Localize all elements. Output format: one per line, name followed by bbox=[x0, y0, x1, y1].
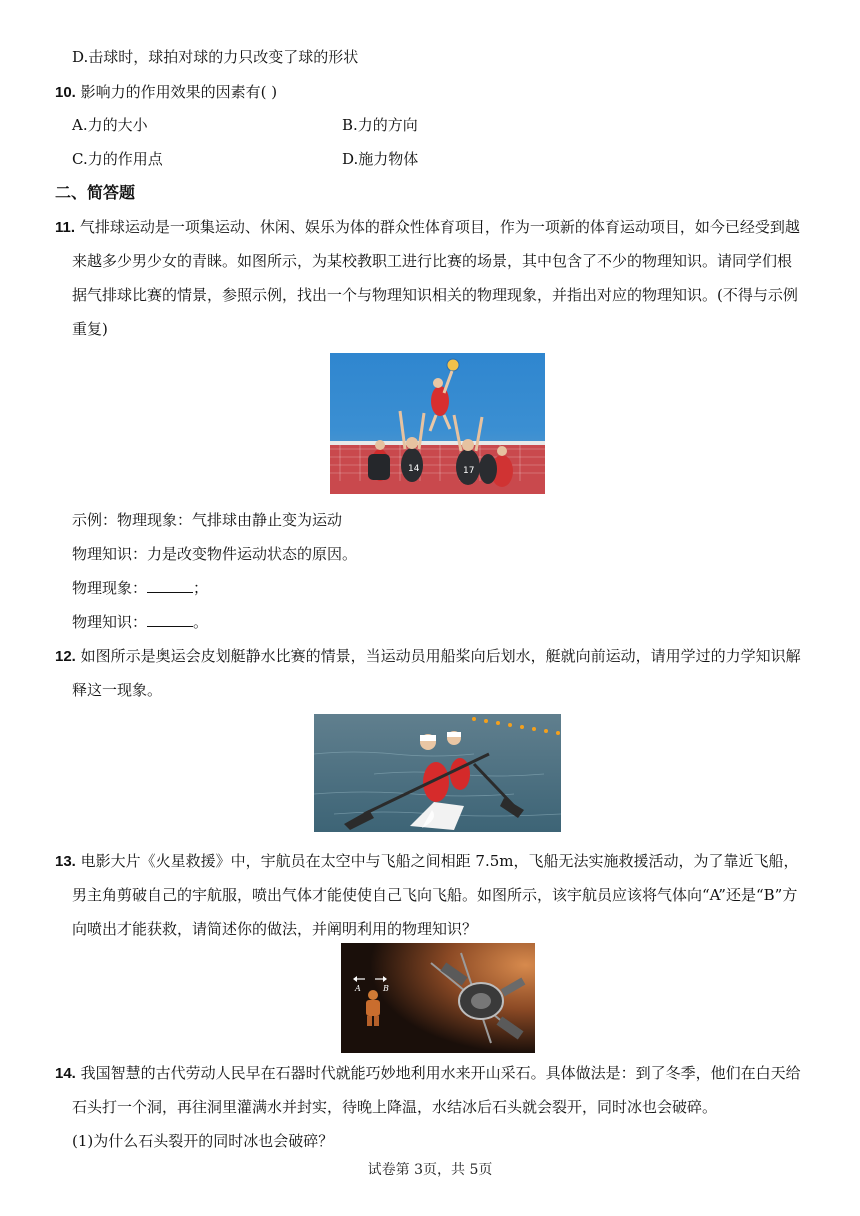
q11-example-knowledge: 物理知识：力是改变物件运动状态的原因。 bbox=[72, 545, 358, 563]
q11-phenomenon-answer bbox=[72, 578, 208, 598]
q11-line1 bbox=[55, 217, 800, 238]
q10-stem bbox=[55, 82, 277, 103]
q13-number: 13. bbox=[55, 853, 76, 870]
q12-line1-text: 如图所示是奥运会皮划艇静水比赛的情景，当运动员用船桨向后划水，艇就向前运动，请用学过的力学知识解 bbox=[80, 647, 801, 665]
page-footer: 试卷第 3页，共 5页 bbox=[367, 1162, 493, 1178]
q14-line2: 石头打一个洞，再往洞里灌满水并封实，待晚上降温，水结冰后石头就会裂开，同时冰也会破碎。 bbox=[72, 1098, 718, 1116]
q11-line4: 重复) bbox=[72, 320, 108, 338]
q12-line2: 释这一现象。 bbox=[72, 681, 163, 699]
q13-line3: 向喷出才能获救，请简述你的做法，并阐明利用的物理知识？ bbox=[72, 920, 478, 938]
q11-knowledge-answer bbox=[72, 612, 208, 632]
q10-option-c: C.力的作用点 bbox=[72, 150, 163, 168]
q13-line1 bbox=[55, 851, 799, 872]
direction-label-a: A bbox=[355, 984, 361, 993]
q14-line1-text: 我国智慧的古代劳动人民早在石器时代就能巧妙地利用水来开山采石。具体做法是：到了冬季，他们在白天给 bbox=[80, 1064, 801, 1082]
q12-number: 12. bbox=[55, 648, 76, 665]
q9-option-d: D.击球时，球拍对球的力只改变了球的形状 bbox=[72, 48, 359, 66]
jersey-number-left: 14 bbox=[408, 464, 420, 474]
q11-line1-text: 气排球运动是一项集运动、休闲、娱乐为体的群众性体育项目，作为一项新的体育运动项目，如今已经受到越 bbox=[79, 218, 800, 236]
q10-number: 10. bbox=[55, 84, 76, 101]
q11-line3: 据气排球比赛的情景，参照示例，找出一个与物理知识相关的物理现象，并指出对应的物理知识。(不得与示例 bbox=[72, 286, 798, 304]
phenomenon-label: 物理现象： bbox=[72, 579, 148, 597]
kayak-photo bbox=[314, 714, 561, 832]
q14-number: 14. bbox=[55, 1065, 76, 1082]
q14-line1 bbox=[55, 1063, 801, 1084]
volleyball-photo bbox=[330, 353, 545, 494]
q10-option-b: B.力的方向 bbox=[342, 116, 418, 134]
q11-number: 11. bbox=[55, 219, 76, 236]
q10-option-a: A.力的大小 bbox=[72, 116, 148, 134]
q13-line2: 男主角剪破自己的宇航服，喷出气体才能使使自己飞向飞船。如图所示，该宇航员应该将气体向“A”还是“B”方 bbox=[72, 886, 798, 904]
knowledge-label: 物理知识： bbox=[72, 613, 148, 631]
q12-line1 bbox=[55, 646, 801, 667]
q10-option-d: D.施力物体 bbox=[342, 150, 419, 168]
direction-label-b: B bbox=[383, 984, 389, 993]
knowledge-blank[interactable] bbox=[147, 612, 193, 627]
phenomenon-blank[interactable] bbox=[147, 578, 193, 593]
q10-stem-text: 影响力的作用效果的因素有( ) bbox=[80, 83, 278, 101]
section-title: 二、简答题 bbox=[55, 183, 136, 202]
knowledge-end: 。 bbox=[193, 613, 209, 631]
q11-example-phenomenon: 示例：物理现象：气排球由静止变为运动 bbox=[72, 511, 343, 529]
jersey-number-right: 17 bbox=[463, 466, 475, 476]
q14-sub1: (1)为什么石头裂开的同时冰也会破碎？ bbox=[72, 1132, 334, 1150]
space-rescue-photo bbox=[341, 943, 535, 1053]
phenomenon-end: ； bbox=[193, 579, 209, 597]
q11-line2: 来越多少男少女的青睐。如图所示，为某校教职工进行比赛的场景，其中包含了不少的物理知识。请同学们根 bbox=[72, 252, 793, 270]
q13-line1-text: 电影大片《火星救援》中，宇航员在太空中与飞船之间相距 7.5m，飞船无法实施救援活动，为了靠近飞船， bbox=[80, 852, 799, 870]
